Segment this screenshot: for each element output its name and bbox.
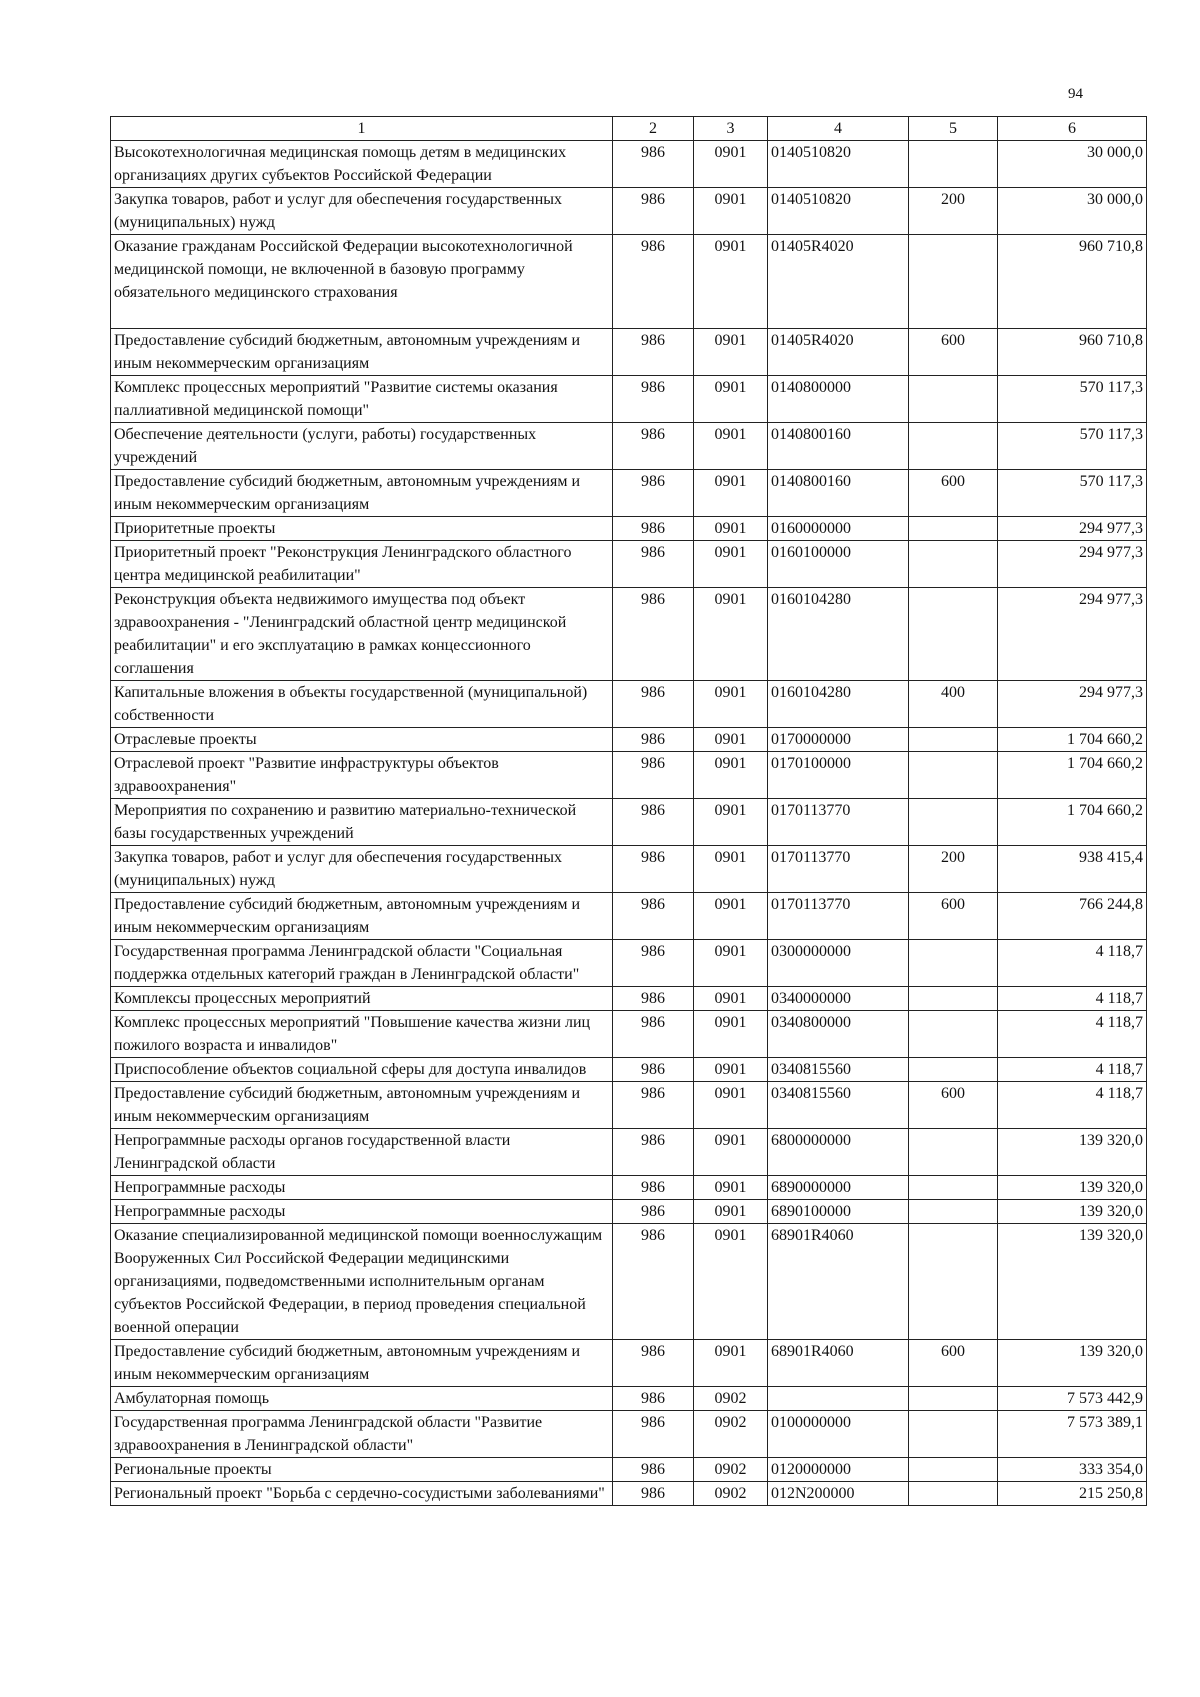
row-section: 0902 (694, 1458, 768, 1482)
row-target-code: 0340815560 (768, 1058, 909, 1082)
row-expense-type (909, 728, 998, 752)
row-name: Государственная программа Ленинградской области "Социальная поддержка отдельных категорий граждан в Ленинградской области" (111, 940, 613, 987)
row-ved: 986 (613, 188, 694, 235)
row-section: 0901 (694, 987, 768, 1011)
row-name: Непрограммные расходы органов государственной власти Ленинградской области (111, 1129, 613, 1176)
row-expense-type (909, 1058, 998, 1082)
row-section: 0901 (694, 141, 768, 188)
row-target-code: 0340000000 (768, 987, 909, 1011)
row-name: Приоритетные проекты (111, 517, 613, 541)
row-amount: 1 704 660,2 (998, 728, 1147, 752)
row-ved: 986 (613, 1387, 694, 1411)
row-ved: 986 (613, 1224, 694, 1340)
row-section: 0901 (694, 752, 768, 799)
row-section: 0901 (694, 940, 768, 987)
row-name: Высокотехнологичная медицинская помощь детям в медицинских организациях других субъектов Российской Федерации (111, 141, 613, 188)
row-ved: 986 (613, 728, 694, 752)
row-name: Региональный проект "Борьба с сердечно-сосудистыми заболеваниями" (111, 1482, 613, 1506)
table-row (111, 1176, 1147, 1200)
row-amount: 7 573 389,1 (998, 1411, 1147, 1458)
row-section: 0901 (694, 470, 768, 517)
row-expense-type: 600 (909, 893, 998, 940)
row-section: 0901 (694, 1176, 768, 1200)
row-ved: 986 (613, 1482, 694, 1506)
row-expense-type: 400 (909, 681, 998, 728)
table-row (111, 588, 1147, 681)
row-section: 0901 (694, 1224, 768, 1340)
row-section: 0901 (694, 235, 768, 329)
row-target-code: 0160104280 (768, 681, 909, 728)
row-amount: 570 117,3 (998, 470, 1147, 517)
row-amount: 570 117,3 (998, 423, 1147, 470)
row-target-code: 0140800160 (768, 423, 909, 470)
row-section: 0902 (694, 1387, 768, 1411)
row-ved: 986 (613, 470, 694, 517)
row-expense-type (909, 1129, 998, 1176)
row-target-code (768, 1387, 909, 1411)
row-section: 0901 (694, 517, 768, 541)
row-ved: 986 (613, 235, 694, 329)
row-name: Предоставление субсидий бюджетным, автономным учреждениям и иным некоммерческим организациям (111, 1340, 613, 1387)
row-ved: 986 (613, 1411, 694, 1458)
row-name: Предоставление субсидий бюджетным, автономным учреждениям и иным некоммерческим организациям (111, 470, 613, 517)
row-ved: 986 (613, 1011, 694, 1058)
row-amount: 4 118,7 (998, 1082, 1147, 1129)
table-row (111, 329, 1147, 376)
row-ved: 986 (613, 1082, 694, 1129)
row-ved: 986 (613, 541, 694, 588)
row-ved: 986 (613, 987, 694, 1011)
row-expense-type: 600 (909, 1340, 998, 1387)
table-row (111, 728, 1147, 752)
table-row (111, 799, 1147, 846)
table-row (111, 1200, 1147, 1224)
row-target-code: 0170113770 (768, 893, 909, 940)
row-target-code: 0160104280 (768, 588, 909, 681)
row-target-code: 0100000000 (768, 1411, 909, 1458)
row-amount: 4 118,7 (998, 987, 1147, 1011)
row-section: 0901 (694, 188, 768, 235)
row-expense-type (909, 799, 998, 846)
page-number: 94 (1068, 86, 1083, 102)
row-name: Обеспечение деятельности (услуги, работы) государственных учреждений (111, 423, 613, 470)
row-expense-type: 600 (909, 329, 998, 376)
header-col-4: 4 (768, 117, 909, 141)
row-section: 0902 (694, 1411, 768, 1458)
row-expense-type (909, 1458, 998, 1482)
row-section: 0901 (694, 728, 768, 752)
row-section: 0901 (694, 893, 768, 940)
row-expense-type (909, 752, 998, 799)
table-row (111, 846, 1147, 893)
header-col-5: 5 (909, 117, 998, 141)
row-target-code: 01405R4020 (768, 235, 909, 329)
table-row (111, 470, 1147, 517)
row-expense-type (909, 517, 998, 541)
row-amount: 139 320,0 (998, 1200, 1147, 1224)
row-expense-type (909, 987, 998, 1011)
row-section: 0901 (694, 1011, 768, 1058)
row-section: 0901 (694, 423, 768, 470)
row-name: Комплекс процессных мероприятий "Развитие системы оказания паллиативной медицинской помощи" (111, 376, 613, 423)
table-row (111, 1387, 1147, 1411)
row-name: Отраслевой проект "Развитие инфраструктуры объектов здравоохранения" (111, 752, 613, 799)
row-amount: 570 117,3 (998, 376, 1147, 423)
row-amount: 1 704 660,2 (998, 752, 1147, 799)
table-row (111, 376, 1147, 423)
row-ved: 986 (613, 376, 694, 423)
row-ved: 986 (613, 681, 694, 728)
row-expense-type (909, 1482, 998, 1506)
header-row (111, 117, 1147, 141)
row-name: Мероприятия по сохранению и развитию материально-технической базы государственных учреждений (111, 799, 613, 846)
row-section: 0901 (694, 1058, 768, 1082)
row-expense-type (909, 940, 998, 987)
row-name: Комплексы процессных мероприятий (111, 987, 613, 1011)
row-ved: 986 (613, 1458, 694, 1482)
row-ved: 986 (613, 846, 694, 893)
row-target-code: 6890100000 (768, 1200, 909, 1224)
row-name: Непрограммные расходы (111, 1176, 613, 1200)
row-amount: 960 710,8 (998, 329, 1147, 376)
row-ved: 986 (613, 141, 694, 188)
row-section: 0901 (694, 588, 768, 681)
row-target-code: 0140800000 (768, 376, 909, 423)
row-ved: 986 (613, 799, 694, 846)
row-amount: 4 118,7 (998, 1011, 1147, 1058)
table-row (111, 681, 1147, 728)
row-expense-type (909, 1411, 998, 1458)
row-target-code: 6800000000 (768, 1129, 909, 1176)
row-amount: 139 320,0 (998, 1340, 1147, 1387)
row-name: Приоритетный проект "Реконструкция Ленинградского областного центра медицинской реабилитации" (111, 541, 613, 588)
row-amount: 1 704 660,2 (998, 799, 1147, 846)
table-row (111, 188, 1147, 235)
row-ved: 986 (613, 517, 694, 541)
table-row (111, 517, 1147, 541)
row-expense-type (909, 1224, 998, 1340)
row-section: 0901 (694, 329, 768, 376)
row-target-code: 0120000000 (768, 1458, 909, 1482)
row-ved: 986 (613, 940, 694, 987)
row-ved: 986 (613, 893, 694, 940)
table-row (111, 1011, 1147, 1058)
row-amount: 294 977,3 (998, 517, 1147, 541)
table-row (111, 1340, 1147, 1387)
row-target-code: 0170000000 (768, 728, 909, 752)
row-amount: 766 244,8 (998, 893, 1147, 940)
row-amount: 294 977,3 (998, 681, 1147, 728)
row-name: Предоставление субсидий бюджетным, автономным учреждениям и иным некоммерческим организациям (111, 893, 613, 940)
row-expense-type (909, 1387, 998, 1411)
row-target-code: 0170113770 (768, 846, 909, 893)
row-amount: 30 000,0 (998, 188, 1147, 235)
row-section: 0901 (694, 846, 768, 893)
row-section: 0902 (694, 1482, 768, 1506)
row-name: Непрограммные расходы (111, 1200, 613, 1224)
row-target-code: 0160000000 (768, 517, 909, 541)
table-row (111, 752, 1147, 799)
header-col-2: 2 (613, 117, 694, 141)
table-row (111, 1082, 1147, 1129)
row-expense-type (909, 588, 998, 681)
row-expense-type (909, 1011, 998, 1058)
row-section: 0901 (694, 1129, 768, 1176)
row-amount: 960 710,8 (998, 235, 1147, 329)
row-amount: 139 320,0 (998, 1176, 1147, 1200)
header-col-6: 6 (998, 117, 1147, 141)
table-row (111, 1482, 1147, 1506)
row-ved: 986 (613, 752, 694, 799)
row-amount: 294 977,3 (998, 588, 1147, 681)
row-expense-type: 600 (909, 470, 998, 517)
budget-table (110, 116, 1147, 1506)
row-ved: 986 (613, 1176, 694, 1200)
row-target-code: 0170100000 (768, 752, 909, 799)
table-row (111, 141, 1147, 188)
row-name: Предоставление субсидий бюджетным, автономным учреждениям и иным некоммерческим организациям (111, 1082, 613, 1129)
row-name: Региональные проекты (111, 1458, 613, 1482)
row-target-code: 012N200000 (768, 1482, 909, 1506)
row-target-code: 0340815560 (768, 1082, 909, 1129)
row-amount: 139 320,0 (998, 1224, 1147, 1340)
row-amount: 294 977,3 (998, 541, 1147, 588)
table-row (111, 893, 1147, 940)
row-section: 0901 (694, 376, 768, 423)
row-expense-type (909, 541, 998, 588)
header-col-1: 1 (111, 117, 613, 141)
row-target-code: 0140800160 (768, 470, 909, 517)
row-name: Оказание гражданам Российской Федерации высокотехнологичной медицинской помощи, не включенной в базовую программу обязательного медицинского страхования (111, 235, 613, 329)
row-amount: 4 118,7 (998, 940, 1147, 987)
row-section: 0901 (694, 799, 768, 846)
row-section: 0901 (694, 541, 768, 588)
row-expense-type (909, 1200, 998, 1224)
table-row (111, 423, 1147, 470)
row-section: 0901 (694, 1340, 768, 1387)
row-expense-type: 200 (909, 188, 998, 235)
row-ved: 986 (613, 1340, 694, 1387)
row-target-code: 68901R4060 (768, 1224, 909, 1340)
row-ved: 986 (613, 1200, 694, 1224)
row-expense-type: 200 (909, 846, 998, 893)
table-row (111, 1411, 1147, 1458)
row-amount: 333 354,0 (998, 1458, 1147, 1482)
row-ved: 986 (613, 423, 694, 470)
row-amount: 4 118,7 (998, 1058, 1147, 1082)
row-name: Амбулаторная помощь (111, 1387, 613, 1411)
row-section: 0901 (694, 1082, 768, 1129)
row-ved: 986 (613, 1129, 694, 1176)
row-name: Закупка товаров, работ и услуг для обеспечения государственных (муниципальных) нужд (111, 188, 613, 235)
row-name: Комплекс процессных мероприятий "Повышение качества жизни лиц пожилого возраста и инвалидов" (111, 1011, 613, 1058)
row-name: Капитальные вложения в объекты государственной (муниципальной) собственности (111, 681, 613, 728)
row-target-code: 6890000000 (768, 1176, 909, 1200)
row-target-code: 01405R4020 (768, 329, 909, 376)
row-expense-type: 600 (909, 1082, 998, 1129)
row-expense-type (909, 376, 998, 423)
row-amount: 215 250,8 (998, 1482, 1147, 1506)
row-ved: 986 (613, 588, 694, 681)
row-target-code: 0300000000 (768, 940, 909, 987)
row-name: Оказание специализированной медицинской помощи военнослужащим Вооруженных Сил Российской Федерации медицинскими организациями, подведомственными исполнительным органам субъектов Российской Федерации, в период проведения специальной военной операции (111, 1224, 613, 1340)
table-row (111, 940, 1147, 987)
row-name: Государственная программа Ленинградской области "Развитие здравоохранения в Ленинградской области" (111, 1411, 613, 1458)
table-row (111, 987, 1147, 1011)
row-target-code: 68901R4060 (768, 1340, 909, 1387)
row-expense-type (909, 1176, 998, 1200)
table-row (111, 1129, 1147, 1176)
table-row (111, 1058, 1147, 1082)
row-expense-type (909, 235, 998, 329)
row-target-code: 0160100000 (768, 541, 909, 588)
row-ved: 986 (613, 1058, 694, 1082)
row-section: 0901 (694, 1200, 768, 1224)
table-row (111, 235, 1147, 329)
row-target-code: 0140510820 (768, 141, 909, 188)
row-amount: 30 000,0 (998, 141, 1147, 188)
row-target-code: 0170113770 (768, 799, 909, 846)
row-amount: 7 573 442,9 (998, 1387, 1147, 1411)
row-section: 0901 (694, 681, 768, 728)
header-col-3: 3 (694, 117, 768, 141)
row-name: Отраслевые проекты (111, 728, 613, 752)
table-row (111, 1458, 1147, 1482)
row-name: Закупка товаров, работ и услуг для обеспечения государственных (муниципальных) нужд (111, 846, 613, 893)
table-row (111, 1224, 1147, 1340)
row-expense-type (909, 141, 998, 188)
table-row (111, 541, 1147, 588)
row-expense-type (909, 423, 998, 470)
row-ved: 986 (613, 329, 694, 376)
row-name: Приспособление объектов социальной сферы для доступа инвалидов (111, 1058, 613, 1082)
row-name: Предоставление субсидий бюджетным, автономным учреждениям и иным некоммерческим организациям (111, 329, 613, 376)
row-target-code: 0140510820 (768, 188, 909, 235)
row-amount: 938 415,4 (998, 846, 1147, 893)
row-amount: 139 320,0 (998, 1129, 1147, 1176)
row-target-code: 0340800000 (768, 1011, 909, 1058)
row-name: Реконструкция объекта недвижимого имущества под объект здравоохранения - "Ленинградский областной центр медицинской реабилитации" и его эксплуатацию в рамках концессионного соглашения (111, 588, 613, 681)
